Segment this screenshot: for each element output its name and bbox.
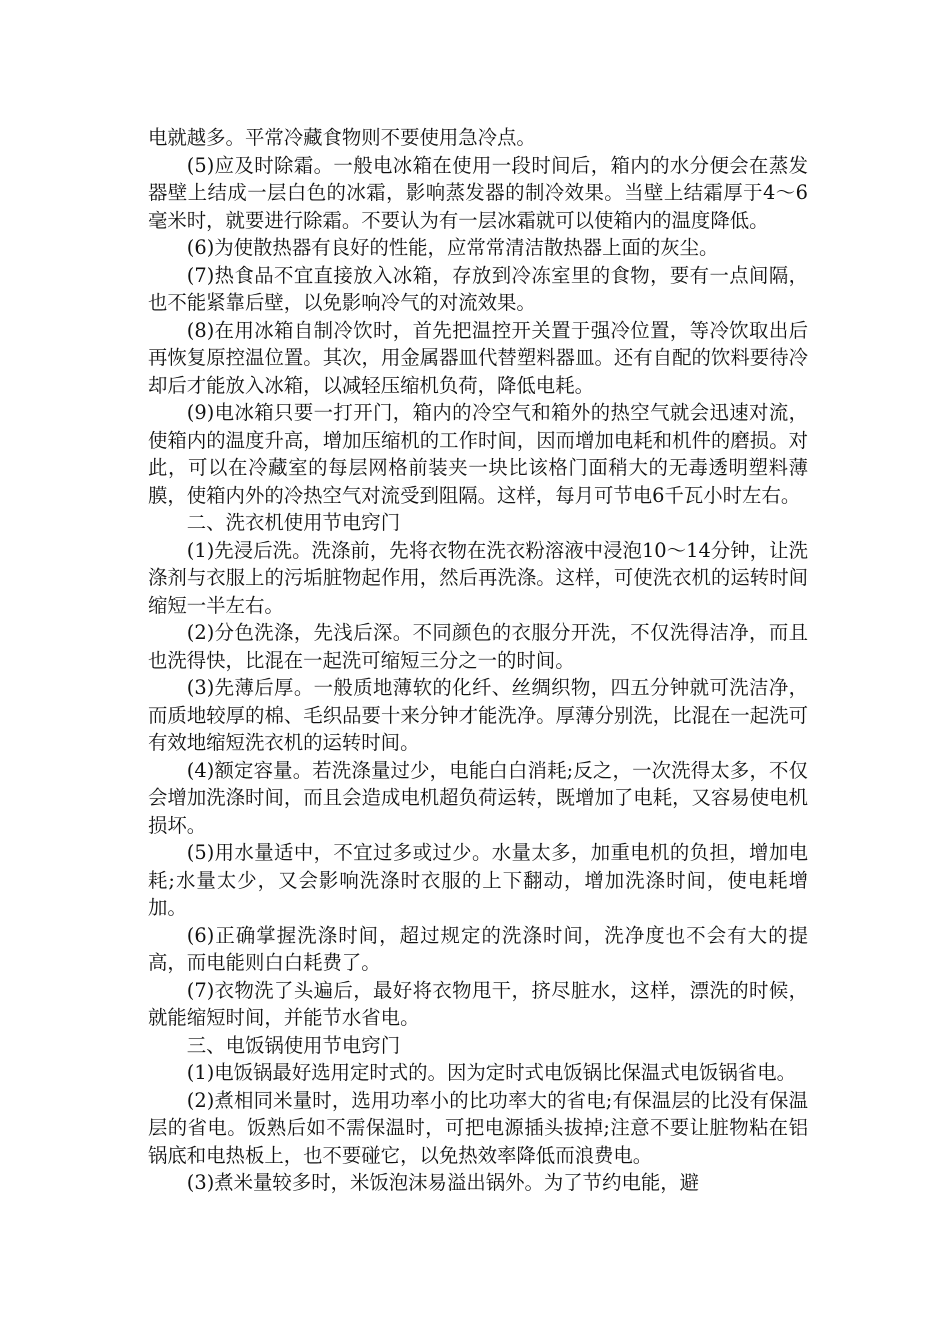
paragraph-washer-tip-4: (4)额定容量。若洗涤量过少，电能白白消耗;反之，一次洗得太多，不仅会增加洗涤时间，而且会造成电机超负荷运转，既增加了电耗，又容易使电机损坏。	[148, 758, 808, 837]
paragraph-washer-tip-7: (7)衣物洗了头遍后，最好将衣物甩干，挤尽脏水，这样，漂洗的时候，就能缩短时间，并能节水省电。	[148, 978, 808, 1029]
paragraph-washer-tip-3: (3)先薄后厚。一般质地薄软的化纤、丝绸织物，四五分钟就可洗洁净，而质地较厚的棉、毛织品要十来分钟才能洗净。厚薄分别洗，比混在一起洗可有效地缩短洗衣机的运转时间。	[148, 676, 808, 754]
paragraph-fridge-tip-8: (8)在用冰箱自制冷饮时，首先把温控开关置于强冷位置，等冷饮取出后再恢复原控温位置。其次，用金属器皿代替塑料器皿。还有自配的饮料要待冷却后才能放入冰箱，以减轻压缩机负荷，降低电耗。	[148, 318, 808, 397]
paragraph-cooker-tip-3: (3)煮米量较多时，米饭泡沫易溢出锅外。为了节约电能，避	[186, 1171, 700, 1194]
paragraph-fridge-tip-9: (9)电冰箱只要一打开门，箱内的冷空气和箱外的热空气就会迅速对流，使箱内的温度升高，增加压缩机的工作时间，因而增加电耗和机件的磨损。对此，可以在冷藏室的每层网格前装夹一块比该格门面稍大的无毒透明塑料薄膜，使箱内外的冷热空气对流受到阻隔。这样，每月可节电6千瓦小时左右。	[148, 401, 808, 507]
paragraph-washer-tip-5: (5)用水量适中，不宜过多或过少。水量太多，加重电机的负担，增加电耗;水量太少，又会影响洗涤时衣服的上下翻动，增加洗涤时间，使电耗增加。	[148, 841, 808, 919]
paragraph-cooker-tip-2: (2)煮相同米量时，选用功率小的比功率大的省电;有保温层的比没有保温层的省电。饭熟后如不需保温时，可把电源插头拔掉;注意不要让脏物粘在铝锅底和电热板上，也不要碰它，以免热效率降低而浪费电。	[148, 1088, 808, 1167]
paragraph-continuation: 电就越多。平常冷藏食物则不要使用急冷点。	[148, 126, 536, 149]
document-body	[148, 124, 808, 1197]
paragraph-fridge-tip-7: (7)热食品不宜直接放入冰箱，存放到冷冻室里的食物，要有一点间隔，也不能紧靠后壁，以免影响冷气的对流效果。	[148, 263, 808, 314]
paragraph-washer-tip-1: (1)先浸后洗。洗涤前，先将衣物在洗衣粉溶液中浸泡10～14分钟，让洗涤剂与衣服上的污垢脏物起作用，然后再洗涤。这样，可使洗衣机的运转时间缩短一半左右。	[148, 538, 808, 617]
section-heading-rice-cooker: 三、电饭锅使用节电窍门	[186, 1033, 401, 1057]
paragraph-cooker-tip-1: (1)电饭锅最好选用定时式的。因为定时式电饭锅比保温式电饭锅省电。	[186, 1061, 796, 1084]
paragraph-fridge-tip-5: (5)应及时除霜。一般电冰箱在使用一段时间后，箱内的水分便会在蒸发器壁上结成一层白色的冰霜，影响蒸发器的制冷效果。当壁上结霜厚于4～6毫米时，就要进行除霜。不要认为有一层冰霜就可以使箱内的温度降低。	[148, 153, 808, 232]
section-heading-washing-machine: 二、洗衣机使用节电窍门	[186, 511, 401, 534]
paragraph-washer-tip-6: (6)正确掌握洗涤时间，超过规定的洗涤时间，洗净度也不会有大的提高，而电能则白白耗费了。	[148, 923, 808, 974]
paragraph-washer-tip-2: (2)分色洗涤，先浅后深。不同颜色的衣服分开洗，不仅洗得洁净，而且也洗得快，比混在一起洗可缩短三分之一的时间。	[148, 621, 808, 672]
paragraph-fridge-tip-6: (6)为使散热器有良好的性能，应常常清洁散热器上面的灰尘。	[186, 236, 719, 259]
